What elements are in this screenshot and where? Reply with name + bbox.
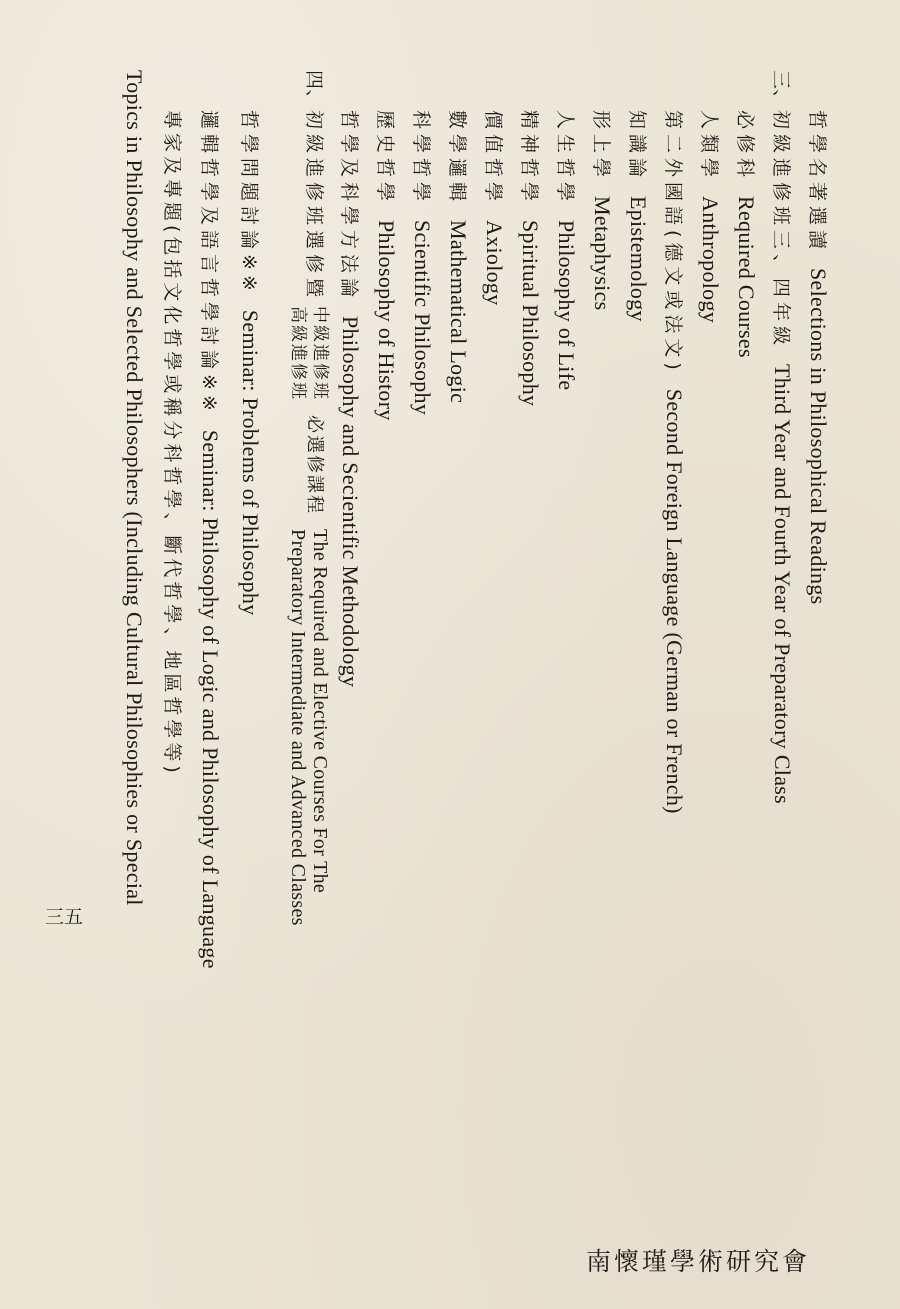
- entry-english: Axiology: [482, 220, 507, 306]
- entry-line: [333, 110, 367, 687]
- entry-english: Epistemology: [626, 196, 651, 322]
- entry-chinese: 哲學問題討論※※: [238, 110, 260, 296]
- entry-english: Spiritual Philosophy: [518, 220, 543, 407]
- section-heading: [765, 70, 799, 804]
- entry-english: Philosophy and Secientific Methodology: [338, 316, 363, 688]
- class-level-advanced: 高級進修班: [288, 306, 308, 402]
- entry-line: [405, 110, 439, 415]
- section-number: 四、: [303, 70, 325, 109]
- entry-english: Metaphysics: [590, 196, 615, 311]
- entry-english: Philosophy of Life: [554, 220, 579, 391]
- entry-line: [621, 110, 655, 322]
- entry-chinese: 數學邏輯: [446, 110, 468, 207]
- entry-english: Scientific Philosophy: [410, 220, 435, 416]
- entry-line: [369, 110, 403, 421]
- entry-english: Philosophy of History: [374, 220, 399, 421]
- section-chinese: 初級進修班選修暨: [303, 110, 325, 303]
- subheading-english: Required Courses: [734, 196, 759, 358]
- subheading-line: [729, 110, 763, 358]
- entry-english: Mathematical Logic: [446, 220, 471, 404]
- entry-chinese: 邏輯哲學及語言哲學討論※※: [198, 110, 220, 416]
- subheading-chinese: 必修科: [734, 110, 756, 183]
- entry-english: Seminar: Problems of Philosophy: [238, 309, 263, 616]
- entry-english: Anthropology: [698, 196, 723, 324]
- entry-line: [117, 70, 151, 906]
- entry-line: [549, 110, 583, 390]
- rotated-text-block: [75, 70, 835, 1220]
- entry-line: [657, 110, 691, 814]
- class-level-stack: [287, 306, 331, 401]
- entry-chinese: 人類學: [698, 110, 720, 183]
- section-english-line1: The Required and Elective Courses For The: [309, 529, 331, 894]
- section-english-stack: [287, 529, 331, 926]
- entry-chinese: 歷史哲學: [374, 110, 396, 207]
- entry-chinese: 科學哲學: [410, 110, 432, 207]
- section-english: Third Year and Fourth Year of Preparatory Class: [770, 364, 795, 804]
- entry-chinese: 形上學: [590, 110, 612, 183]
- entry-line: [801, 110, 835, 605]
- section-heading: [279, 70, 331, 926]
- section-chinese: 初級進修班三、四年級: [770, 110, 792, 351]
- publisher-name: 南懷瑾學術研究會: [586, 1247, 811, 1276]
- entry-line: [477, 110, 511, 306]
- entry-english: Topics in Philosophy and Selected Philosophers (Including Cultural Philosophies or Special: [122, 70, 147, 906]
- entry-english: Selections in Philosophical Readings: [806, 268, 831, 605]
- section-number: 三、: [770, 70, 792, 109]
- entry-chinese: 哲學名著選讀: [806, 110, 828, 255]
- page-number: 三五: [44, 906, 83, 928]
- class-level-intermediate: 中級進修班: [310, 306, 330, 402]
- entry-line: [585, 110, 619, 311]
- entry-english: Second Foreign Language (German or French): [662, 388, 687, 814]
- section-english-line2: Preparatory Intermediate and Advanced Classes: [287, 529, 309, 926]
- entry-line: [441, 110, 475, 403]
- entry-chinese: 專家及專題(包括文化哲學或稱分科哲學、斷代哲學、地區哲學等): [161, 110, 183, 777]
- entry-chinese: 人生哲學: [554, 110, 576, 207]
- entry-line: [155, 110, 189, 791]
- entry-line: [193, 110, 227, 969]
- entry-line: [233, 110, 267, 616]
- entry-chinese: 哲學及科學方法論: [338, 110, 360, 303]
- entry-line: [513, 110, 547, 406]
- entry-chinese: 價值哲學: [482, 110, 504, 207]
- entry-chinese: 知識論: [626, 110, 648, 183]
- entry-line: [693, 110, 727, 323]
- entry-chinese: 精神哲學: [518, 110, 540, 207]
- entry-english: Seminar: Philosophy of Logic and Philosophy of Language: [198, 429, 223, 969]
- entry-chinese: 第二外國語(德文或法文): [662, 110, 684, 375]
- section-chinese-suffix: 必選修課程: [304, 415, 325, 516]
